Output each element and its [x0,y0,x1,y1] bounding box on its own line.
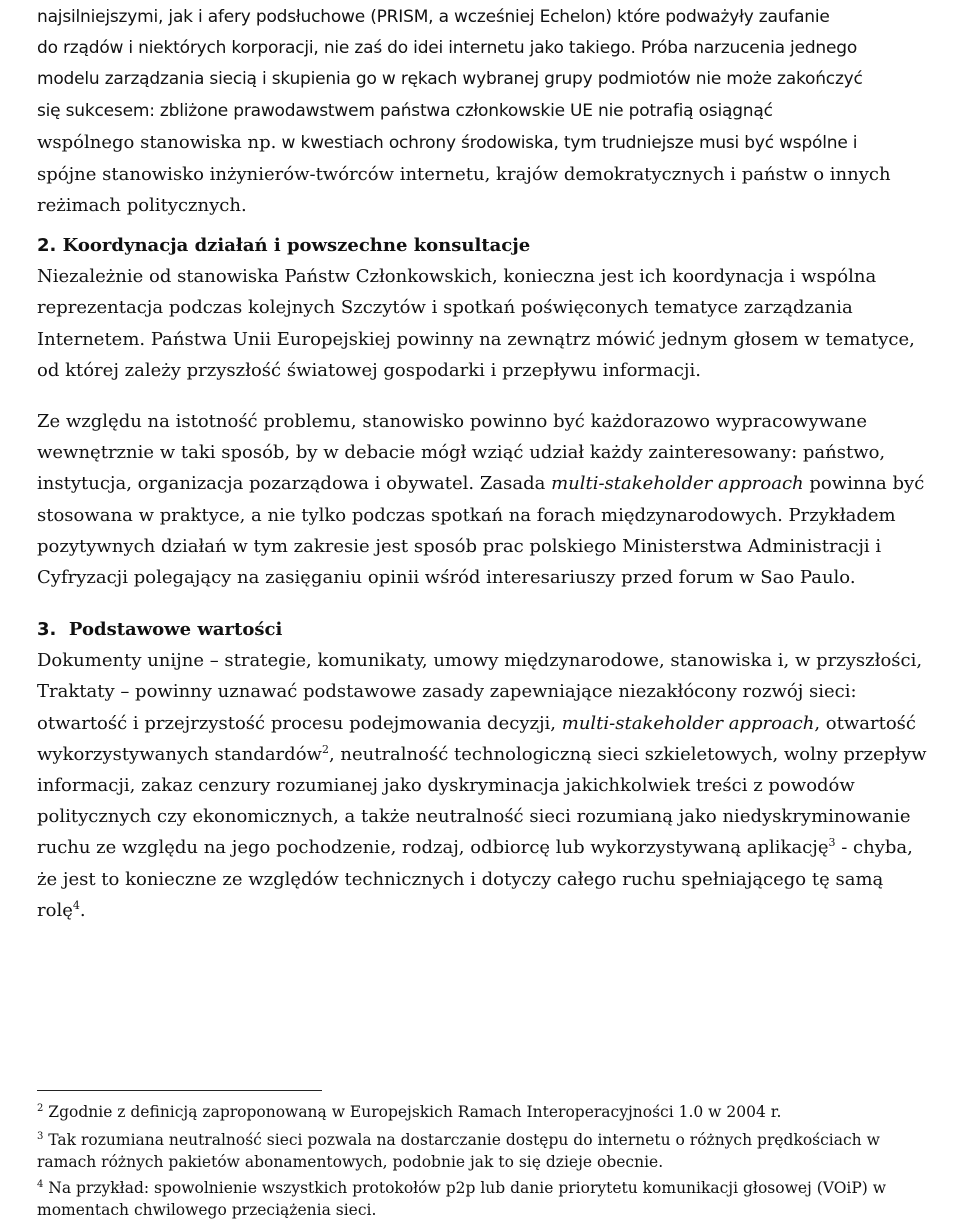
intro-line: do rządów i niektórych korporacji, nie zaś do idei internetu jako takiego. Próba narzucenia jednego [37,38,858,59]
intro-line-part: wspólnego stanowiska np. [37,131,277,153]
footnote-separator [37,1090,322,1091]
footnote-text: Zgodnie z definicją zaproponowaną w Europejskich Ramach Interoperacyjności 1.0 w 2004 r. [43,1103,782,1121]
paragraph-part: , otwartość wykorzystywanych standardów [37,712,916,765]
section-2 [37,230,937,386]
section-title: Podstawowe wartości [68,619,283,640]
footnote-ref[interactable]: 2 [321,742,329,756]
intro-line: modelu zarządzania siecią i skupienia go w rękach wybranej grupy podmiotów nie może zakończyć [37,69,863,90]
intro-line-part: w kwestiach ochrony środowiska, tym trudniejsze musi być wspólne i [276,132,858,153]
footnote-mark: 2 [37,1102,44,1114]
footnote-text: Tak rozumiana neutralność sieci pozwala na dostarczanie dostępu do internetu o różnych prędkościach w ramach różnych pakietów abonamentowych, podobnie jak to się dzieje obecnie. [37,1131,880,1171]
section-3 [37,614,937,926]
intro-paragraph [37,2,937,221]
intro-line: się sukcesem: zbliżone prawodawstwem państwa członkowskie UE nie potrafią osiągnąć [37,100,773,121]
intro-line [37,127,937,159]
section-title: Koordynacja działań i powszechne konsultacje [62,235,531,256]
section-number: 3. [37,619,57,640]
section-3-paragraph [37,645,937,926]
intro-line: najsilniejszymi, jak i afery podsłuchowe (PRISM, a wcześniej Echelon) które podważyły zaufanie [37,7,830,27]
section-number: 2. [37,235,57,256]
paragraph-part: Ze względu na istotność problemu, stanowisko powinno być każdorazowo wypracowywane wewnętrznie w taki sposób, by w debacie mógł wziąć udział każdy zainteresowany: państwo, instytucja, organizacja pozarządowa i obywatel. Zasada [37,411,886,495]
paragraph-text [37,406,937,593]
emphasis-term: multi-stakeholder approach [561,712,815,734]
footnote-3 [37,1129,937,1173]
intro-line: spójne stanowisko inżynierów-twórców internetu, krajów demokratycznych i państw o innych [37,164,891,186]
footnote-4 [37,1177,937,1221]
footnote-ref[interactable]: 4 [72,898,80,912]
footnote-ref[interactable]: 3 [828,836,836,850]
footnote-mark: 4 [37,1178,44,1190]
section-2-paragraph-2 [37,406,937,593]
section-2-heading [37,230,937,261]
intro-line: reżimach politycznych. [37,195,247,217]
paragraph-part: , neutralność technologiczną sieci szkieletowych, wolny przepływ informacji, zakaz cenzury rozumianej jako dyskryminacja jakichkolwiek treści z powodów politycznych czy ekonomicznych, a także neutralność sieci rozumianą jako niedyskryminowanie ruchu ze względu na jego pochodzenie, rodzaj, odbiorcę lub wykorzystywaną aplikację [37,743,927,859]
footnote-2 [37,1101,937,1123]
paragraph-part: Dokumenty unijne – strategie, komunikaty, umowy międzynarodowe, stanowiska i, w przyszłości, Traktaty – powinny uznawać podstawowe zasady zapewniające niezakłócony rozwój sieci: otwartość i przejrzystość procesu podejmowania decyzji, [37,650,923,734]
paragraph-part: powinna być stosowana w praktyce, a nie tylko podczas spotkań na forach międzynarodowych. Przykładem pozytywnych działań w tym zakresie jest sposób prac polskiego Ministerstwa Administracji i Cyfryzacji polegający na zasięganiu opinii wśród interesariuszy przed forum w Sao Paulo. [37,473,925,589]
paragraph-part: - chyba, że jest to konieczne ze względów technicznych i dotyczy całego ruchu spełniającego tę samą rolę [37,837,913,921]
footnote-mark: 3 [37,1130,44,1142]
paragraph-part: . [79,899,86,921]
emphasis-term: multi-stakeholder approach [551,473,804,495]
section-2-paragraph-1: Niezależnie od stanowiska Państw Członkowskich, konieczna jest ich koordynacja i wspólna reprezentacja podczas kolejnych Szczytów i spotkań poświęconych tematyce zarządzania Internetem. Państwa Unii Europejskiej powinny na zewnątrz mówić jednym głosem w tematyce, od której zależy przyszłość światowej gospodarki i przepływu informacji. [37,266,915,381]
footnote-text: Na przykład: spowolnienie wszystkich protokołów p2p lub danie priorytetu komunikacji głosowej (VOiP) w momentach chwilowego przeciążenia sieci. [37,1179,887,1219]
section-3-heading [37,614,937,645]
